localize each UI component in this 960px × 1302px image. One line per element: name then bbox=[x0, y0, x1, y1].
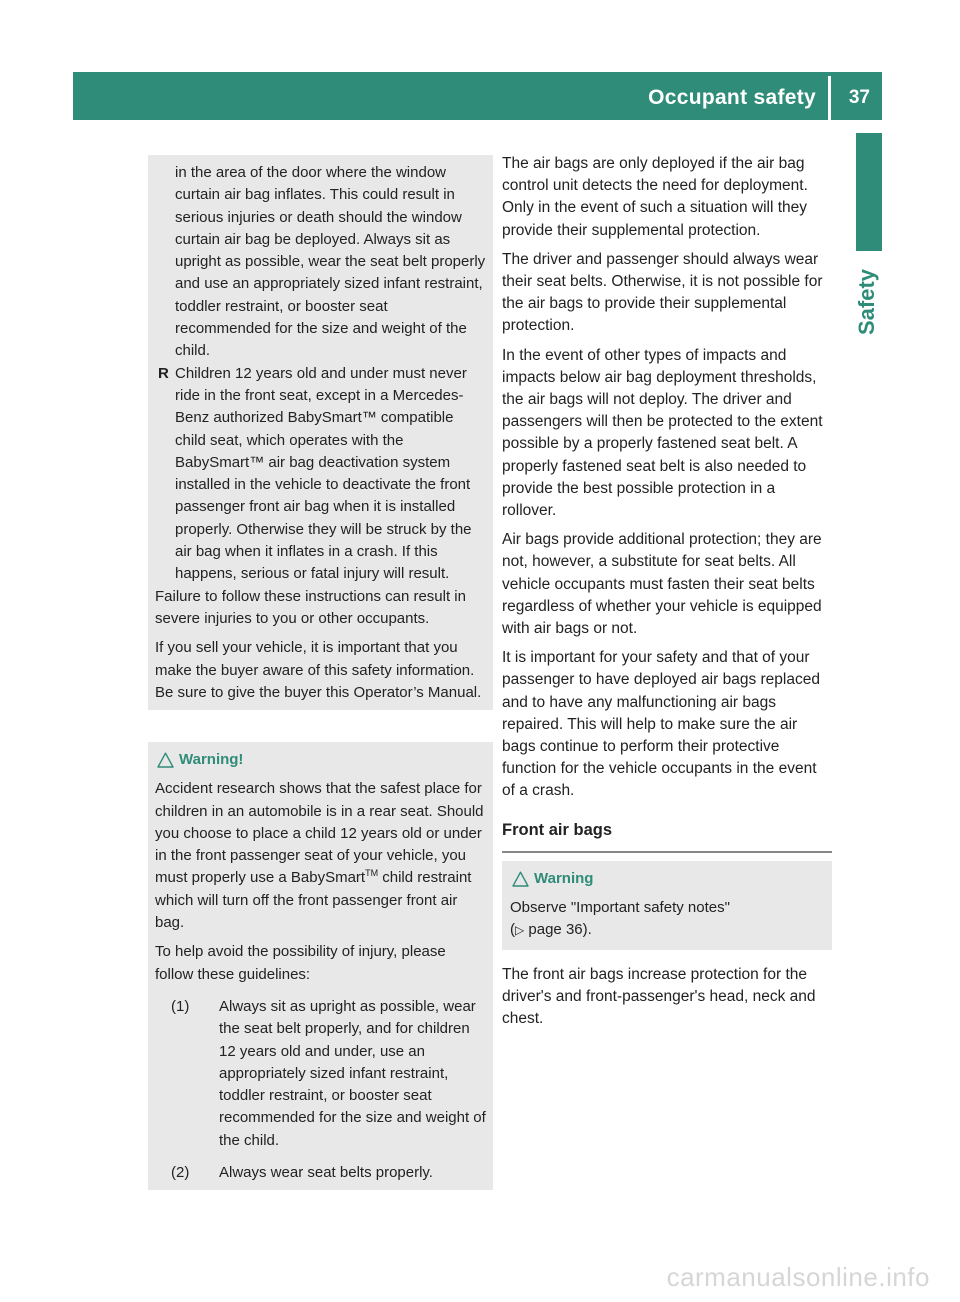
warning-text: Observe "Important safety notes" bbox=[510, 899, 730, 917]
paragraph: If you sell your vehicle, it is important that you make the buyer aware of this safety information. Be sure to give the buyer this Operator’s Manual. bbox=[155, 639, 482, 701]
paragraph: The front air bags increase protection for the driver's and front-passenger's head, neck and chest. bbox=[502, 965, 816, 1028]
paragraph: Failure to follow these instructions can result in severe injuries to you or other occupants. bbox=[155, 587, 466, 627]
item-text: Always sit as upright as possible, wear the seat belt properly, and for children 12 years old and under, use an appropriately sized infant restraint, toddler restraint, or booster seat recommended for the size and weight of the child. bbox=[219, 997, 486, 1149]
watermark-text: carmanualsonline.info bbox=[666, 1262, 930, 1292]
paragraph: In the event of other types of impacts and impacts below air bag deployment thresholds, the air bags will not deploy. The driver and passengers will then be protected to the extent possible by a properly fastened seat belt. A properly fastened seat belt is also needed to provide the best possible protection in a rollover. bbox=[502, 346, 823, 520]
section-title: Front air bags bbox=[502, 819, 832, 853]
warning-heading-text: Warning bbox=[534, 869, 594, 887]
warning-triangle-icon bbox=[157, 752, 174, 768]
paragraph: It is important for your safety and that of your passenger to have deployed air bags replaced and to have any malfunctioning air bags repaired. This will help to make sure the air bags continue to perform their protective function for the vehicle occupants in the event of a crash. bbox=[502, 649, 820, 800]
header-title: Occupant safety bbox=[648, 86, 816, 109]
item-number: (1) bbox=[171, 997, 190, 1015]
side-tab bbox=[850, 262, 884, 342]
bullet-text: Children 12 years old and under must never ride in the front seat, except in a Mercedes-Benz authorized BabySmart™ compatible child seat, which operates with the BabySmart™ air bag deactivation system installed in the vehicle to deactivate the front passenger front air bag when it is installed properly. Otherwise they will be struck by the air bag when it inflates in a crash. If this happens, serious or fatal injury will result. bbox=[175, 364, 472, 583]
paragraph-text: child restraint which will turn off the front passenger front air bag. bbox=[155, 869, 472, 932]
guidelines-list bbox=[155, 996, 487, 1184]
paragraph bbox=[155, 778, 487, 934]
page-number: 37 bbox=[848, 87, 870, 108]
page-ref-text: page 36). bbox=[528, 921, 592, 939]
paragraph: To help avoid the possibility of injury, please follow these guidelines: bbox=[155, 943, 446, 983]
warning-heading bbox=[155, 749, 487, 771]
page-ref-arrow-icon: ▷ bbox=[515, 923, 525, 938]
list-item bbox=[155, 1162, 487, 1184]
list-item bbox=[155, 363, 487, 586]
side-marker bbox=[856, 133, 882, 251]
item-text: Always wear seat belts properly. bbox=[219, 1164, 433, 1182]
warning-heading bbox=[510, 868, 824, 890]
continued-text: in the area of the door where the window curtain air bag inflates. This could result in serious injuries or death should the window curtain air bag be deployed. Always sit as upright as possible, wear the seat belt properly and use an appropriately sized infant restraint, toddler restraint, or booster seat recommended for the size and weight of the child. bbox=[175, 164, 486, 360]
warning-heading-text: Warning! bbox=[179, 751, 244, 768]
paragraph: The driver and passenger should always wear their seat belts. Otherwise, it is not possible for the air bags to provide their supplemental protection. bbox=[502, 250, 823, 335]
warning-box bbox=[502, 861, 832, 950]
paragraph-text: Accident research shows that the safest place for children in an automobile is in a rear seat. Should you choose to place a child 12 years old or under in the front passenger seat of your vehicle, you must properly use a BabySmart bbox=[155, 780, 484, 887]
warning-triangle-icon bbox=[512, 871, 529, 887]
page-header bbox=[73, 72, 882, 120]
paragraph: The air bags are only deployed if the air bag control unit detects the need for deployment. Only in the event of such a situation will they provide their supplemental protection. bbox=[502, 155, 808, 239]
list-item bbox=[155, 996, 487, 1152]
header-divider bbox=[828, 76, 831, 120]
bullet-icon: R bbox=[158, 364, 169, 382]
safety-note-box bbox=[148, 155, 493, 710]
warning-box bbox=[148, 742, 493, 1190]
paragraph: Air bags provide additional protection; they are not, however, a substitute for seat belts. All vehicle occupants must fasten their seat belts regardless of whether your vehicle is equipped with air bags or not. bbox=[502, 531, 822, 638]
right-column bbox=[502, 153, 832, 1030]
page-reference[interactable] bbox=[510, 919, 824, 941]
trademark-sup: TM bbox=[365, 868, 379, 879]
side-tab-label: Safety bbox=[854, 268, 879, 336]
ref-open-paren: ( bbox=[510, 921, 515, 939]
item-number: (2) bbox=[171, 1164, 190, 1182]
